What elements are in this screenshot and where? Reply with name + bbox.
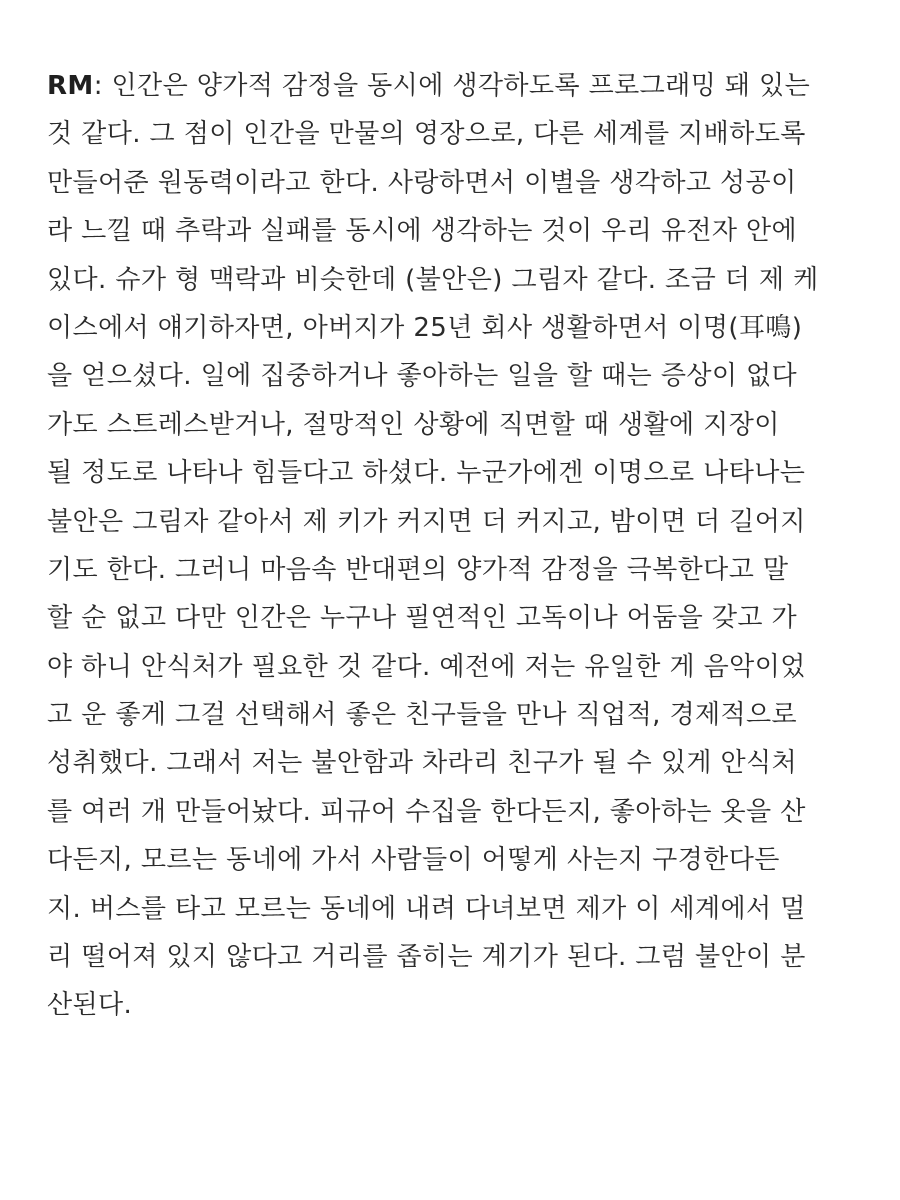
quote-line: 가도 스트레스받거나, 절망적인 상황에 직면할 때 생활에 지장이 [47,409,780,440]
quote-line: 리 떨어져 있지 않다고 거리를 좁히는 계기가 된다. 그럼 불안이 분 [47,942,806,973]
quote-text: 인간은 양가적 감정을 동시에 생각하도록 프로그래밍 돼 있는 [111,71,811,101]
quote-line: 라 느낄 때 추락과 실패를 동시에 생각하는 것이 우리 유전자 안에 [47,216,798,247]
quote-line: 불안은 그림자 같아서 제 키가 커지면 더 커지고, 밤이면 더 길어지 [47,506,806,537]
quote-line [47,62,867,110]
quote-line: 될 정도로 나타나 힘들다고 하셨다. 누군가에겐 이명으로 나타나는 [47,458,806,489]
quote-line: 성취했다. 그래서 저는 불안함과 차라리 친구가 될 수 있게 안식처 [47,748,798,779]
interview-quote [47,62,867,1030]
quote-line: 산된다. [47,990,133,1021]
quote-line: 지. 버스를 타고 모르는 동네에 내려 다녀보면 제가 이 세계에서 멀 [47,893,806,924]
quote-line: 를 여러 개 만들어놨다. 피규어 수집을 한다든지, 좋아하는 옷을 산 [47,796,806,827]
quote-line: 을 얻으셨다. 일에 집중하거나 좋아하는 일을 할 때는 증상이 없다 [47,361,798,392]
quote-line: 있다. 슈가 형 맥락과 비슷한데 (불안은) 그림자 같다. 조금 더 제 케 [47,264,819,295]
quote-line: 만들어준 원동력이라고 한다. 사랑하면서 이별을 생각하고 성공이 [47,167,797,198]
quote-line: 이스에서 얘기하자면, 아버지가 25년 회사 생활하면서 이명(耳鳴) [47,312,803,343]
speaker-name: RM [47,71,94,101]
quote-line: 고 운 좋게 그걸 선택해서 좋은 친구들을 만나 직업적, 경제적으로 [47,700,798,731]
quote-line: 기도 한다. 그러니 마음속 반대편의 양가적 감정을 극복한다고 말 [47,554,789,585]
quote-line: 야 하니 안식처가 필요한 것 같다. 예전에 저는 유일한 게 음악이었 [47,651,806,682]
speaker-separator: : [93,71,112,101]
quote-line: 할 순 없고 다만 인간은 누구나 필연적인 고독이나 어둠을 갖고 가 [47,603,798,634]
quote-line: 다든지, 모르는 동네에 가서 사람들이 어떻게 사는지 구경한다든 [47,845,780,876]
quote-line: 것 같다. 그 점이 인간을 만물의 영장으로, 다른 세계를 지배하도록 [47,119,806,150]
